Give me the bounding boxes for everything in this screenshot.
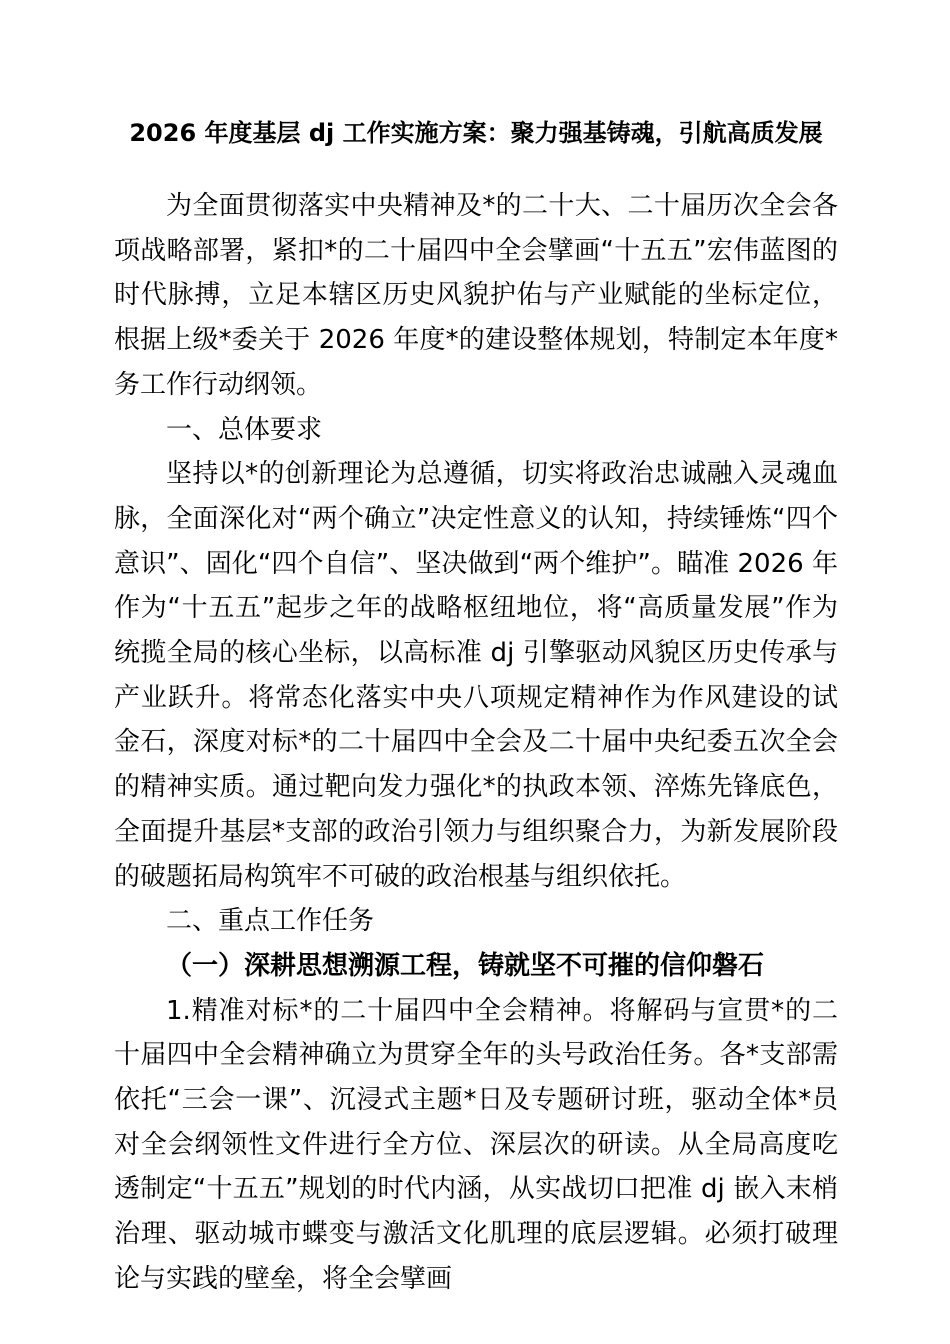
subsection-heading-ideology-project: （一）深耕思想溯源工程，铸就坚不可摧的信仰磐石 [166, 950, 765, 981]
overall-requirements-paragraph: 坚持以*的创新理论为总遵循，切实将政治忠诚融入灵魂血脉，全面深化对“两个确立”决定性意义的认知，持续锤炼“四个意识”、固化“四个自信”、坚决做到“两个维护”。瞄准 2026 年作为“十五五”起步之年的战略枢纽地位，将“高质量发展”作为统揽全局的核心坐标，以高标准 dj 引擎驱动风貌区历史传承与产业跃升。将常态化落实中央八项规定精神作为作风建设的试金石，深度对标*的二十届四中全会及二十届中央纪委五次全会的精神实质。通过靶向发力强化*的执政本领、淬炼先锋底色，全面提升基层*支部的政治引领力与组织聚合力，为新发展阶段的破题拓局构筑牢不可破的政治根基与组织依托。 [114, 459, 838, 892]
intro-paragraph: 为全面贯彻落实中央精神及*的二十大、二十届历次全会各项战略部署，紧扣*的二十届四中全会擘画“十五五”宏伟蓝图的时代脉搏，立足本辖区历史风貌护佑与产业赋能的坐标定位，根据上级*委关于 2026 年度*的建设整体规划，特制定本年度*务工作行动纲领。 [114, 191, 838, 400]
document-title: 2026 年度基层 dj 工作实施方案：聚力强基铸魂，引航高质发展 [129, 119, 823, 147]
section-heading-overall-requirements: 一、总体要求 [166, 414, 323, 445]
task-paragraph-plenary-spirit: 1.精准对标*的二十届四中全会精神。将解码与宣贯*的二十届四中全会精神确立为贯穿全年的头号政治任务。各*支部需依托“三会一课”、沉浸式主题*日及专题研讨班，驱动全体*员对全会纲领性文件进行全方位、深层次的研读。从全局高度吃透制定“十五五”规划的时代内涵，从实战切口把准 dj 嵌入末梢治理、驱动城市蝶变与激活文化肌理的底层逻辑。必须打破理论与实践的壁垒，将全会擘画 [114, 995, 838, 1294]
section-heading-key-tasks: 二、重点工作任务 [166, 906, 375, 937]
